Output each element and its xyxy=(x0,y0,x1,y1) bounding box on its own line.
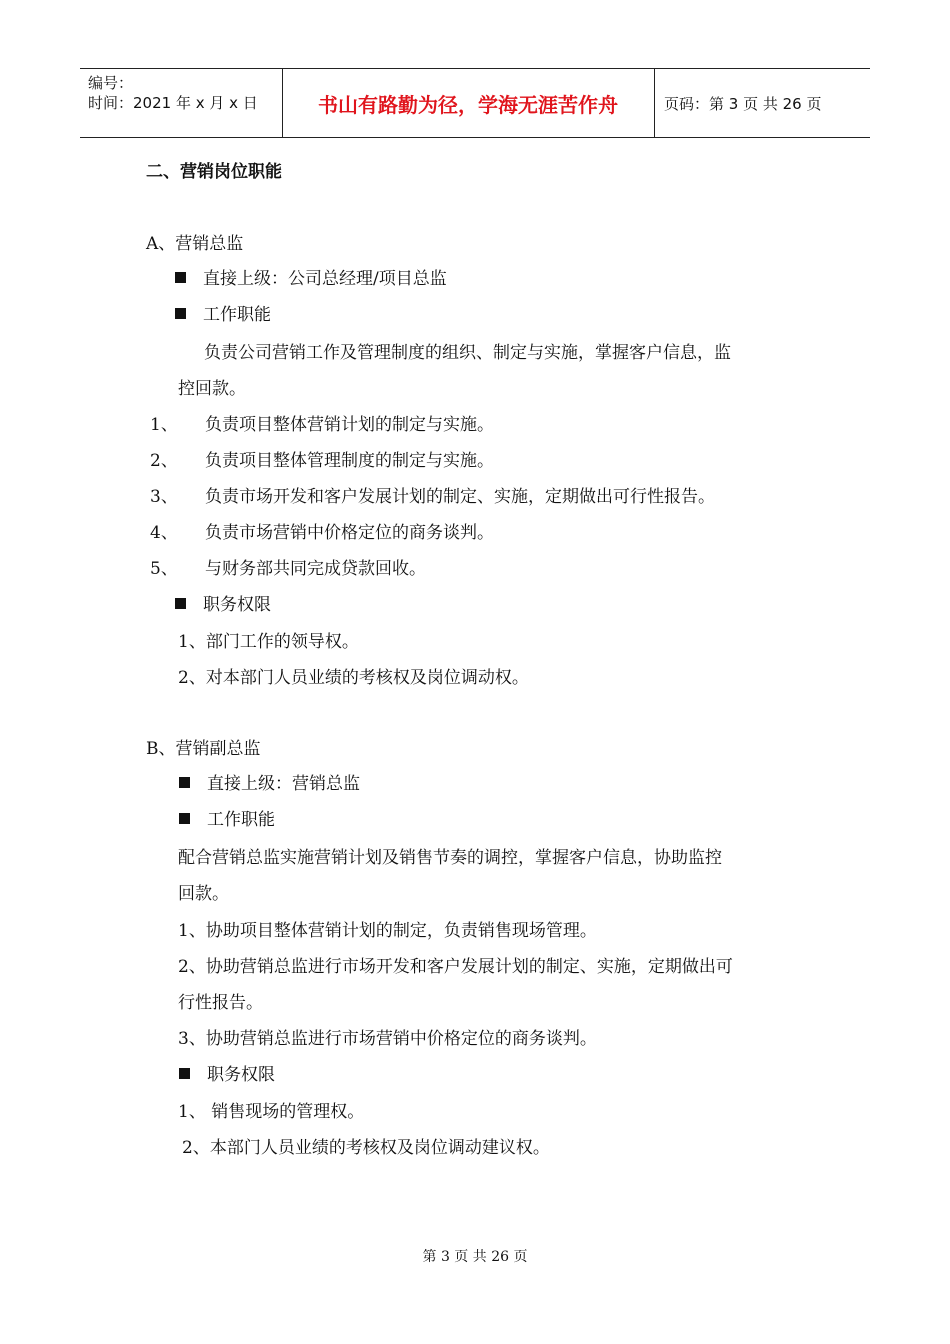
role-b-title: B、营销副总监 xyxy=(146,739,261,759)
duty-text: 负责市场营销中价格定位的商务谈判。 xyxy=(205,523,494,543)
role-a-superior xyxy=(175,268,447,290)
role-a-superior-text: 直接上级：公司总经理/项目总监 xyxy=(203,269,447,289)
role-b-authority-item: 2、本部门人员业绩的考核权及岗位调动建议权。 xyxy=(182,1138,550,1158)
role-b-intro-line1: 配合营销总监实施营销计划及销售节奏的调控，掌握客户信息，协助监控 xyxy=(178,848,722,868)
role-a-duty-item xyxy=(150,558,426,580)
role-a-authority-heading-text: 职务权限 xyxy=(203,595,271,615)
duty-text: 负责项目整体营销计划的制定与实施。 xyxy=(205,415,494,435)
duty-text: 负责市场开发和客户发展计划的制定、实施，定期做出可行性报告。 xyxy=(205,487,715,507)
header-motto: 书山有路勤为径，学海无涯苦作舟 xyxy=(318,92,618,117)
header-page-info: 页码：第 3 页 共 26 页 xyxy=(664,94,822,113)
role-b-intro-line2: 回款。 xyxy=(178,884,229,904)
role-b-superior xyxy=(179,773,360,795)
role-b-duty-item-cont: 行性报告。 xyxy=(178,993,263,1013)
bullet-square-icon xyxy=(179,777,190,788)
role-a-intro-line1: 负责公司营销工作及管理制度的组织、制定与实施，掌握客户信息，监 xyxy=(204,343,731,363)
role-b-duty-item: 2、协助营销总监进行市场开发和客户发展计划的制定、实施，定期做出可 xyxy=(178,957,733,977)
role-b-duties-heading-text: 工作职能 xyxy=(207,810,275,830)
bullet-square-icon xyxy=(179,1068,190,1079)
role-a-title: A、营销总监 xyxy=(146,234,244,254)
code-label: 编号： xyxy=(88,74,134,92)
date-label: 时间：2021 年 x 月 x 日 xyxy=(88,94,258,112)
role-b-authority-heading-text: 职务权限 xyxy=(207,1065,275,1085)
role-a-duty-item xyxy=(150,414,494,436)
role-a-duty-item xyxy=(150,450,494,472)
header-divider xyxy=(654,69,655,137)
duty-text: 与财务部共同完成贷款回收。 xyxy=(205,559,426,579)
role-b-authority-item: 1、 销售现场的管理权。 xyxy=(178,1102,365,1122)
role-b-superior-text: 直接上级：营销总监 xyxy=(207,774,360,794)
duty-number: 5、 xyxy=(150,559,178,579)
role-a-duties-heading-text: 工作职能 xyxy=(203,305,271,325)
role-a-authority-item: 1、部门工作的领导权。 xyxy=(178,632,359,652)
role-a-duty-item xyxy=(150,486,715,508)
duty-text: 负责项目整体管理制度的制定与实施。 xyxy=(205,451,494,471)
page-header xyxy=(80,68,870,138)
role-a-authority-heading xyxy=(175,594,271,616)
role-b-duties-heading xyxy=(179,809,275,831)
bullet-square-icon xyxy=(175,598,186,609)
role-a-duty-item xyxy=(150,522,494,544)
bullet-square-icon xyxy=(179,813,190,824)
role-a-intro-line2: 控回款。 xyxy=(178,379,246,399)
role-a-duties-heading xyxy=(175,304,271,326)
bullet-square-icon xyxy=(175,308,186,319)
duty-number: 3、 xyxy=(150,487,178,507)
role-b-duty-item: 1、协助项目整体营销计划的制定，负责销售现场管理。 xyxy=(178,921,597,941)
role-b-duty-item: 3、协助营销总监进行市场营销中价格定位的商务谈判。 xyxy=(178,1029,597,1049)
duty-number: 4、 xyxy=(150,523,178,543)
role-b-authority-heading xyxy=(179,1064,275,1086)
role-a-authority-item: 2、对本部门人员业绩的考核权及岗位调动权。 xyxy=(178,668,529,688)
header-meta xyxy=(88,73,258,113)
section-title: 二、营销岗位职能 xyxy=(146,162,282,182)
page-footer: 第 3 页 共 26 页 xyxy=(422,1249,528,1265)
duty-number: 1、 xyxy=(150,415,178,435)
bullet-square-icon xyxy=(175,272,186,283)
duty-number: 2、 xyxy=(150,451,178,471)
